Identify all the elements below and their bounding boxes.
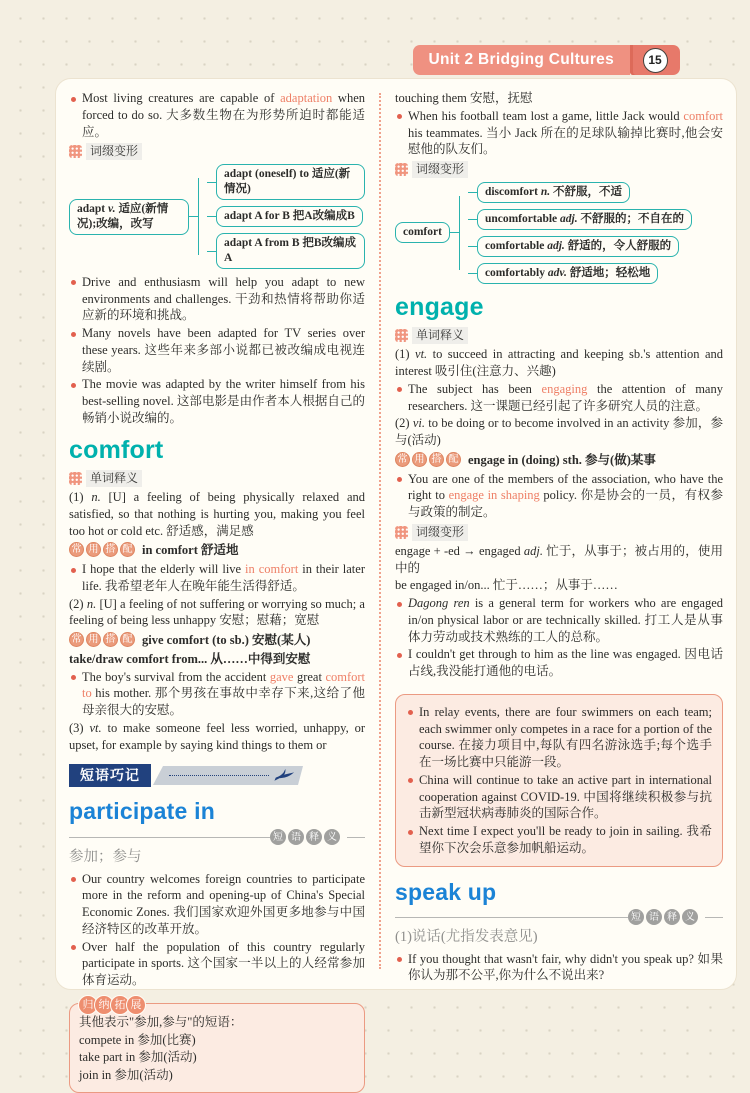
diagram-root-adapt: adapt v. 适应(新情况);改编，改写 (69, 199, 189, 235)
diagram-branch: adapt (oneself) to 适应(新情况) (216, 164, 365, 200)
mnemonic-flag (153, 766, 303, 785)
affix-tag (395, 524, 723, 541)
collocation-text: engage in (doing) sth. 参与(做)某事 (468, 452, 656, 467)
example-sentence: In relay events, there are four swimmers on each team; each swimmer only competes in a race for a portion of the course. 在接力项目中,每队有四名游泳选手;每个选手在一场比赛中只能游一段。 (406, 704, 712, 771)
affix-tag (69, 143, 365, 160)
definition: (2) n. [U] a feeling of not suffering or worrying so much; a feeling of being less unhappy 安慰；慰藉；宽慰 (69, 596, 365, 628)
phrase-heading-speak-up: speak up (395, 878, 497, 905)
definition: (1) n. [U] a feeling of being physically relaxed and satisfied, so that nothing is hurting you, making you feel too hot or cold etc. 舒适感，满足感 (69, 490, 365, 538)
connector-line (450, 232, 459, 233)
affix-tag (395, 161, 723, 178)
example-sentence: I couldn't get through to him as the line was engaged. 因电话占线,我没能打通他的电话。 (395, 646, 723, 680)
example-sentence: You are one of the members of the association, who have the right to engage in shaping policy. 你是协会的一员，有权参与政策的制定。 (395, 471, 723, 521)
example-sentence: Most living creatures are capable of adaptation when forced to do so. 大多数生物在为形势所迫时都能适应。 (69, 90, 365, 140)
diagram-root-comfort: comfort (395, 222, 450, 243)
diagram-branches (459, 182, 723, 284)
collocation-line (395, 452, 723, 469)
collocation-line (69, 632, 365, 649)
affix-tag-label: 词缀变形 (86, 143, 142, 160)
example-sentence: If you thought that wasn't fair, why didn't you speak up? 如果你认为那不公平,你为什么不说出来? (395, 951, 723, 985)
phrase-heading-participate-in: participate in (69, 798, 215, 825)
diagram-branch: discomfort n. 不舒服，不适 (477, 182, 630, 203)
word-heading-comfort: comfort (69, 435, 164, 464)
collocation-text: in comfort 舒适地 (142, 543, 239, 558)
example-sentence: When his football team lost a game, little Jack would comfort his teammates. 当小 Jack 所在的足球队输掉比赛时,他会安慰他的队友们。 (395, 108, 723, 158)
collocation-text: give comfort (to sb.) 安慰(某人) (142, 633, 311, 648)
right-column (395, 89, 724, 983)
example-sentence: I hope that the elderly will live in comfort in their later life. 我希望老年人在晚年能生活得舒适。 (69, 561, 365, 595)
dots-icon (395, 526, 408, 539)
example-sentence: Over half the population of this country regularly participate in sports. 这个国家一半以上的人经常参加体育运动。 (69, 939, 365, 989)
affix-tag-label: 词缀变形 (412, 161, 468, 178)
collocation-badge: 常 用 搭 配 (69, 542, 135, 557)
diagram-branch: adapt A from B 把B改编成A (216, 233, 365, 269)
unit-title: Unit 2 Bridging Cultures (413, 45, 630, 75)
left-column (69, 89, 366, 1083)
example-sentence: The movie was adapted by the writer himself from his best-selling novel. 这部电影是由作者本人根据自己的畅销小说改编的。 (69, 376, 365, 426)
diagram-branches (198, 164, 365, 269)
phrase-example-box (395, 694, 723, 867)
phrase-meaning-badge: 短 语 释 义 (628, 909, 698, 925)
phrase-meaning-text: 参加；参与 (69, 849, 142, 866)
diagram-branch: uncomfortable adj. 不舒服的；不自在的 (477, 209, 692, 230)
example-sentence: China will continue to take an active part in international cooperation against COVID-19. 中国将继续积极参与抗击新型冠状病毒肺炎的国际合作。 (406, 772, 712, 822)
dots-icon (395, 163, 408, 176)
definition: (1) vt. to succeed in attracting and keeping sb.'s attention and interest 吸引住(注意力、兴趣) (395, 347, 723, 378)
unit-banner (413, 45, 680, 75)
summary-intro: 其他表示"参加,参与"的短语： (79, 1014, 243, 1029)
definition: (2) vi. to be doing or to become involved in an activity 参加，参与(活动) (395, 416, 724, 447)
collocation-line (69, 542, 365, 559)
meaning-tag (69, 470, 365, 487)
affix-rule: be engaged in/on... 忙于……；从事于…… (395, 578, 618, 593)
summary-box (69, 998, 365, 1093)
dots-icon (69, 145, 82, 158)
example-sentence: Our country welcomes foreign countries to participate more in the reform and opening-up of China's Special Economic Zones. 我们国家欢迎外国更多地参与中国经济特区的改革开放。 (69, 871, 365, 938)
example-sentence: The subject has been engaging the attention of many researchers. 这一课题已经引起了许多研究人员的注意。 (395, 381, 723, 415)
phrase-meaning-badge: 短 语 释 义 (270, 829, 340, 845)
summary-item: take part in 参加(活动) (79, 1050, 197, 1065)
bird-icon (274, 768, 295, 782)
meaning-tag-label: 单词释义 (412, 327, 468, 344)
dotted-trail (169, 774, 269, 776)
affix-rule: engage + -ed → engaged adj. 忙于，从事于；被占用的，使用中的 (395, 543, 723, 575)
collocation-badge: 常 用 搭 配 (69, 632, 135, 647)
example-sentence: Dagong ren is a general term for workers who are engaged in/on physical labor or are technically skilled. 打工人是从事体力劳动或技术熟练的工人的总称。 (395, 595, 723, 645)
example-sentence: Next time I expect you'll be ready to join in sailing. 我希望你下次会乐意参加帆船运动。 (406, 823, 712, 857)
dots-icon (69, 472, 82, 485)
comfort-diagram (395, 182, 723, 284)
summary-badge: 归 纳 拓 展 (78, 995, 146, 1015)
summary-item: compete in 参加(比赛) (79, 1032, 196, 1047)
definition: (3) vt. to make someone feel less worried, unhappy, or upset, for example by saying kind things to them or (69, 720, 366, 752)
meaning-tag (395, 327, 723, 344)
dots-icon (395, 329, 408, 342)
content-sheet (55, 78, 737, 1083)
summary-item: join in 参加(活动) (79, 1068, 173, 1083)
diagram-branch: comfortable adj. 舒适的，令人舒服的 (477, 236, 679, 257)
example-sentence: Many novels have been adapted for TV series over these years. 这些年来多部小说都已被改编成电视连续剧。 (69, 325, 365, 375)
page-number: 15 (643, 48, 668, 73)
word-heading-engage: engage (395, 292, 484, 321)
adapt-diagram (69, 164, 365, 269)
example-sentence: The boy's survival from the accident gave great comfort to his mother. 那个男孩在事故中幸存下来,这给了他母亲很大的安慰。 (69, 669, 365, 719)
phrase-meaning-text: (1)说话(尤指发表意见) (395, 929, 538, 946)
collocation-text: take/draw comfort from... 从……中得到安慰 (69, 651, 311, 666)
phrase-meaning-separator (69, 829, 365, 845)
example-sentence: Drive and enthusiasm will help you adapt to new environments and challenges. 干劲和热情将帮助你适应新的环境和挑战。 (69, 274, 365, 324)
diagram-branch: comfortably adv. 舒适地；轻松地 (477, 263, 658, 284)
phrase-mnemonic-banner (69, 763, 365, 787)
diagram-branch: adapt A for B 把A改编成B (216, 206, 363, 227)
affix-tag-label: 词缀变形 (412, 524, 468, 541)
mnemonic-label: 短语巧记 (69, 764, 151, 787)
page-number-tab (630, 45, 680, 75)
definition-continued: touching them 安慰，抚慰 (395, 91, 533, 105)
phrase-meaning-separator (395, 909, 723, 925)
meaning-tag-label: 单词释义 (86, 470, 142, 487)
column-divider (379, 93, 381, 969)
connector-line (189, 216, 198, 217)
collocation-badge: 常 用 搭 配 (395, 452, 461, 467)
